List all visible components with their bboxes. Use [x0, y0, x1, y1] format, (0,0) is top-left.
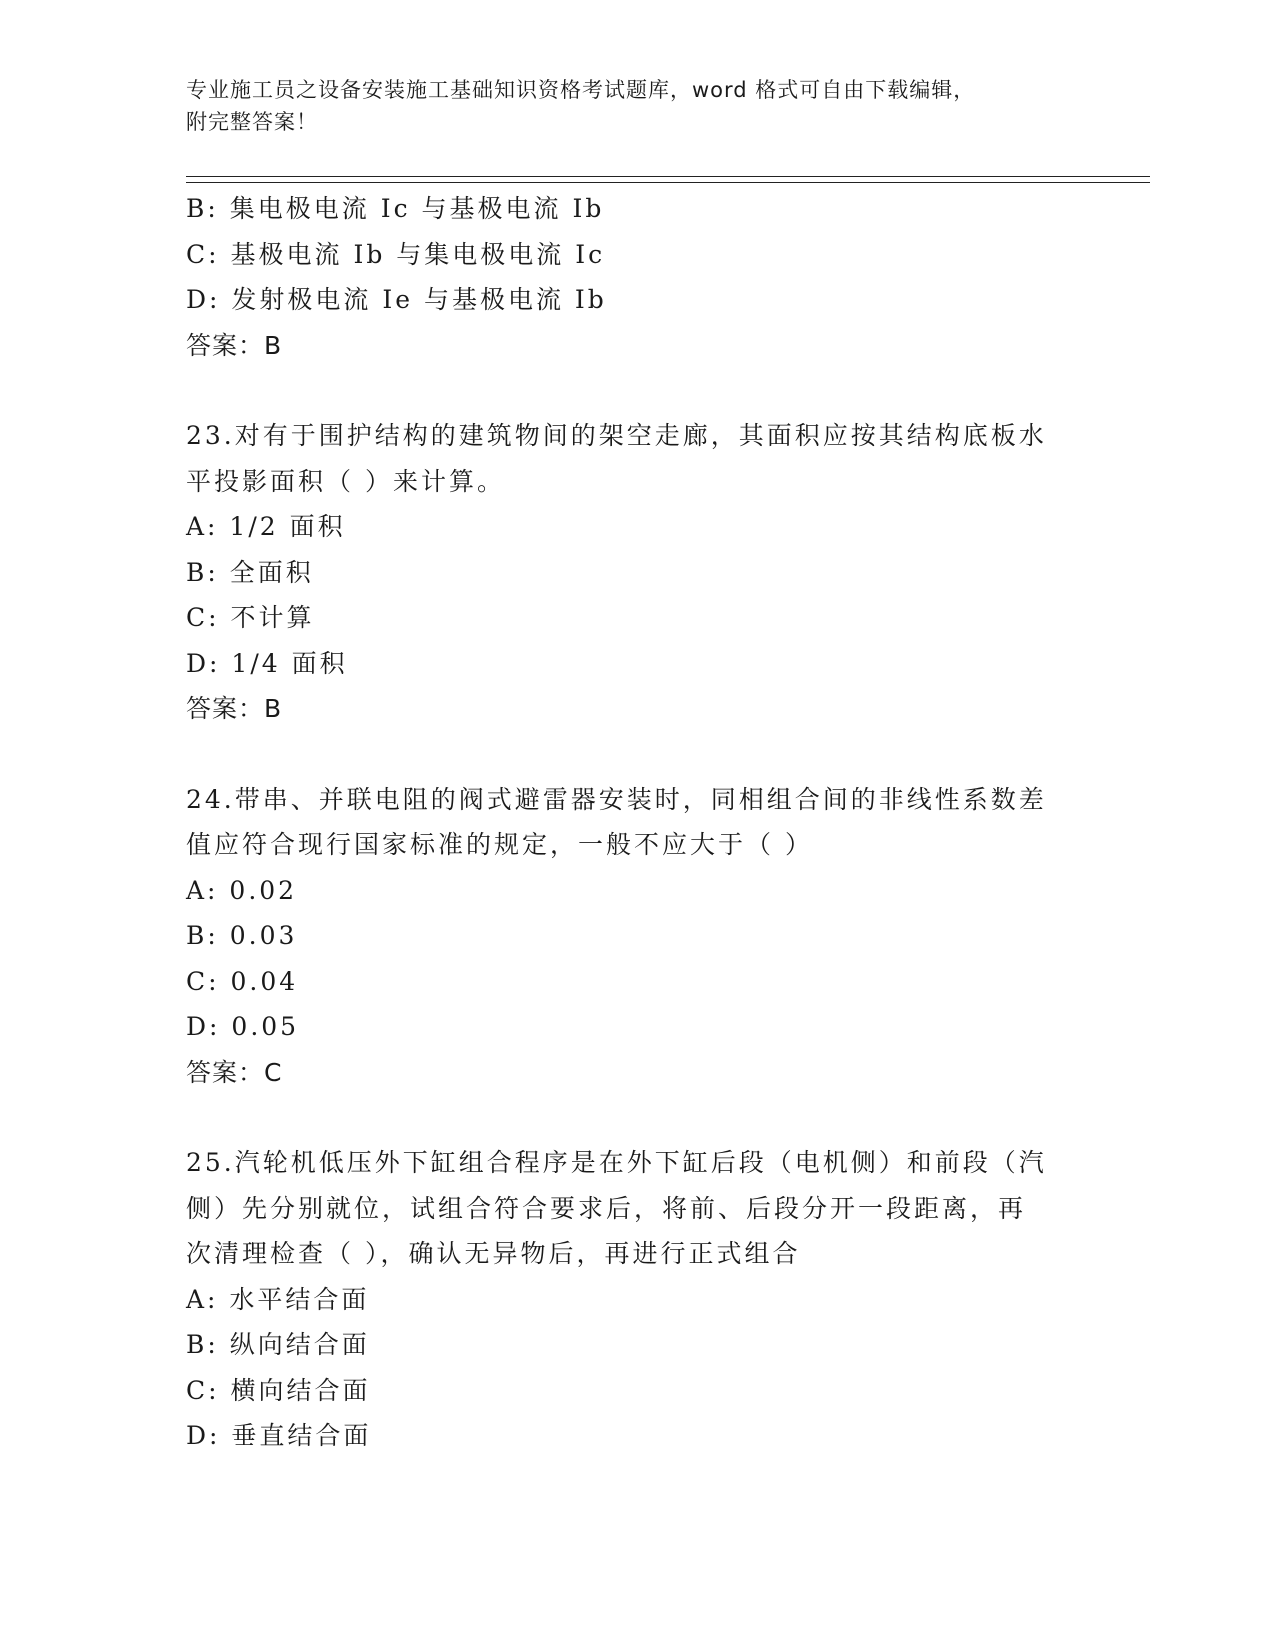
question-23: [186, 413, 1086, 732]
question-text-line: 25.汽轮机低压外下缸组合程序是在外下缸后段（电机侧）和前段（汽: [186, 1148, 1047, 1177]
question-list: [186, 186, 1086, 1459]
spacer: [186, 732, 1086, 777]
header-divider-bottom: [186, 182, 1150, 183]
option-b: B: 0.03: [186, 921, 298, 950]
question-text-line: 侧）先分别就位，试组合符合要求后，将前、后段分开一段距离，再: [186, 1193, 1027, 1223]
option-d: D: 发射极电流 Ie 与基极电流 Ib: [186, 285, 607, 314]
option-d: D: 1/4 面积: [186, 648, 348, 678]
option-d: D: 0.05: [186, 1012, 300, 1041]
answer-line: 答案：C: [186, 1057, 283, 1087]
question-24: [186, 777, 1086, 1096]
spacer: [186, 368, 1086, 413]
question-25: [186, 1140, 1086, 1459]
option-c: C: 0.04: [186, 966, 299, 996]
option-a: A: 0.02: [186, 875, 298, 905]
option-b: B: 纵向结合面: [186, 1330, 370, 1359]
header-line-1: 专业施工员之设备安装施工基础知识资格考试题库，word 格式可自由下载编辑，: [186, 78, 976, 102]
option-c: C: 横向结合面: [186, 1375, 371, 1405]
question-text-line: 次清理检查（ ），确认无异物后，再进行正式组合: [186, 1239, 801, 1268]
question-22-continued: [186, 186, 1086, 368]
question-text-line: 平投影面积（ ）来计算。: [186, 466, 505, 496]
spacer: [186, 1095, 1086, 1140]
question-text-line: 23.对有于围护结构的建筑物间的架空走廊，其面积应按其结构底板水: [186, 421, 1047, 450]
option-c: C: 不计算: [186, 603, 315, 632]
option-d: D: 垂直结合面: [186, 1421, 372, 1450]
question-text-line: 值应符合现行国家标准的规定，一般不应大于（ ）: [186, 830, 813, 859]
answer-line: 答案：B: [186, 330, 283, 360]
question-text-line: 24.带串、并联电阻的阀式避雷器安装时，同相组合间的非线性系数差: [186, 784, 1047, 814]
header-divider-top: [186, 176, 1150, 177]
option-b: B: 集电极电流 Ic 与基极电流 Ib: [186, 194, 605, 223]
answer-line: 答案：B: [186, 694, 283, 723]
option-a: A: 水平结合面: [186, 1284, 370, 1314]
document-header: [186, 74, 1066, 138]
option-c: C: 基极电流 Ib 与集电极电流 Ic: [186, 239, 606, 269]
option-b: B: 全面积: [186, 557, 314, 587]
header-line-2: 附完整答案！: [186, 110, 318, 134]
option-a: A: 1/2 面积: [186, 512, 346, 541]
